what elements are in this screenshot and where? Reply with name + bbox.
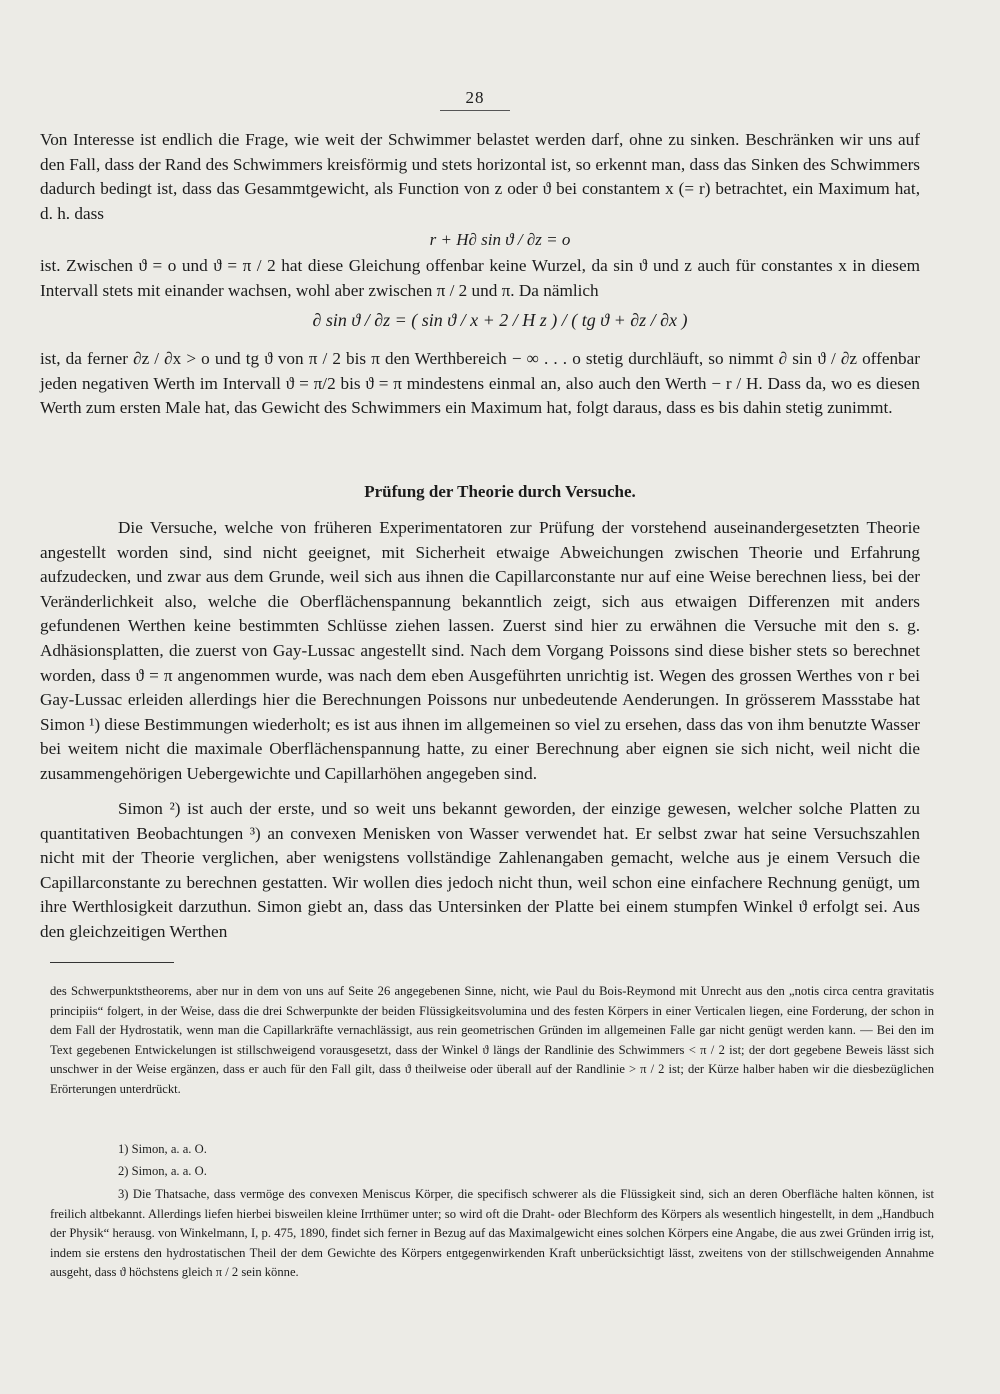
footnote-3: 3) Die Thatsache, dass vermöge des convexen Meniscus Körper, die specifisch schwerer als die Flüssigkeit sind, sich an deren Oberfläche halten können, ist freilich altbekannt. Allerdings liefen hierbei bisweilen kleine Irrthümer unter; so wird oft die Draht- oder Blechform des Körpers als wesentlich hingestellt, in dem „Handbuch der Physik“ herausg. von Winkelmann, I, p. 475, 1890, findet sich ferner in Bezug auf das Maximalgewicht eines solchen Körpers eine Angabe, die aus zwei Gründen irrig ist, indem sie erstens den hydrostatischen Theil der dem Gewichte des Körpers entgegenwirkenden Kraft unberücksichtigt lässt, zweitens von der stillschweigenden Annahme ausgeht, dass ϑ höchstens gleich π / 2 sein könne. [50,1187,934,1279]
page-number-rule [440,110,510,111]
footnote-1: 1) Simon, a. a. O. [118,1142,207,1156]
paragraph-4: Die Versuche, welche von früheren Experimentatoren zur Prüfung der vorstehend auseinandergesetzten Theorie angestellt worden sind, sind nicht geeignet, mit Sicherheit etwaige Abweichungen zwischen Theorie und Erfahrung aufzudecken, und zwar aus dem Grunde, weil sich aus ihnen die Capillarconstante nur auf eine Weise berechnen liess, bei der Veränderlichkeit also, welche die Oberflächenspannung bekanntlich zeigt, sich aus etwaigen Differenzen mit anders gefundenen Werthen keine bestimmten Schlüsse ziehen lassen. Zuerst sind hier zu erwähnen die Versuche mit den s. g. Adhäsionsplatten, die zuerst von Gay-Lussac angestellt sind. Nach dem Vorgang Poissons sind diese bisher stets so berechnet worden, dass ϑ = π angenommen wurde, was nach dem eben Ausgeführten unrichtig ist. Wegen des grossen Werthes von r bei Gay-Lussac erleiden allerdings hier die Berechnungen Poissons nur unbedeutende Aenderungen. In grösserem Massstabe hat Simon ¹) diese Bestimmungen wiederholt; es ist aus ihnen im allgemeinen so viel zu ersehen, dass das von ihm benutzte Wasser bei weitem nicht die maximale Oberflächenspannung hatte, zu einer Berechnung aber eignen sie sich nicht, weil nicht die zusammengehörigen Uebergewichte und Capillarhöhen angegeben sind. [40,518,920,783]
paragraph-2: ist. Zwischen ϑ = o und ϑ = π / 2 hat diese Gleichung offenbar keine Wurzel, da sin ϑ und z auch für constantes x in diesem Intervall stets mit einander wachsen, wohl aber zwischen π / 2 und π. Da nämlich [40,256,920,300]
paragraph-5: Simon ²) ist auch der erste, und so weit uns bekannt geworden, der einzige gewesen, welcher solche Platten zu quantitativen Beobachtungen ³) an convexen Menisken von Wasser verwendet hat. Er selbst zwar hat seine Versuchszahlen nicht mit der Theorie verglichen, aber wenigstens vollständige Zahlenangaben gemacht, welche aus je einem Versuch die Capillarconstante zu berechnen gestatten. Wir wollen dies jedoch nicht thun, weil schon eine einfachere Rechnung genügt, um ihre Werthlosigkeit darzuthun. Simon giebt an, dass das Untersinken der Platte bei einem stumpfen Winkel ϑ erfolgt sei. Aus den gleichzeitigen Werthen [40,799,920,941]
footnote-2: 2) Simon, a. a. O. [118,1164,207,1178]
footnote-continuation: des Schwerpunktstheorems, aber nur in dem von uns auf Seite 26 angegebenen Sinne, nicht, wie Paul du Bois-Reymond mit Unrecht aus den „notis circa centra gravitatis principiis“ folgert, in der Weise, dass die drei Schwerpunkte der beiden Flüssigkeitsvolumina und des festen Körpers in einer Verticalen liegen, eine Forderung, der schon in dem Fall der Hydrostatik, wenn man die Capillarkräfte vernachlässigt, aus rein geometrischen Gründen im allgemeinen Falle gar nicht genügt werden kann. — Bei den im Text gegebenen Entwickelungen ist stillschweigend vorausgesetzt, dass der Winkel ϑ längs der Randlinie des Schwimmers < π / 2 ist; der dort gegebene Beweis lässt sich unschwer in der Weise ergänzen, dass er auch für den Fall gilt, dass ϑ theilweise oder überall auf der Randlinie > π / 2 ist; der Kürze halber haben wir die diesbezüglichen Erörterungen unterdrückt. [50,984,934,1096]
page-number: 28 [465,88,485,107]
footnote-separator [50,962,174,963]
section-heading: Prüfung der Theorie durch Versuche. [364,482,636,501]
equation-2: ∂ sin ϑ / ∂z = ( sin ϑ / x + 2 / H z ) / ( tg ϑ + ∂z / ∂x ) [312,310,688,330]
paragraph-3: ist, da ferner ∂z / ∂x > o und tg ϑ von π / 2 bis π den Werthbereich − ∞ . . . o stetig durchläuft, so nimmt ∂ sin ϑ / ∂z offenbar jeden negativen Werth im Intervall ϑ = π/2 bis ϑ = π mindestens einmal an, also auch den Werth − r / H. Dass da, wo es diesen Werth zum ersten Male hat, das Gewicht des Schwimmers ein Maximum hat, folgt daraus, dass es bis dahin stetig zunimmt. [40,349,920,418]
equation-1: r + H∂ sin ϑ / ∂z = o [429,230,571,249]
paragraph-1: Von Interesse ist endlich die Frage, wie weit der Schwimmer belastet werden darf, ohne zu sinken. Beschränken wir uns auf den Fall, dass der Rand des Schwimmers kreisförmig und stets horizontal ist, so erkennt man, dass das Sinken des Schwimmers dadurch bedingt ist, dass das Gesammtgewicht, als Function von z oder ϑ bei constantem x (= r) betrachtet, ein Maximum hat, d. h. dass [40,130,920,223]
